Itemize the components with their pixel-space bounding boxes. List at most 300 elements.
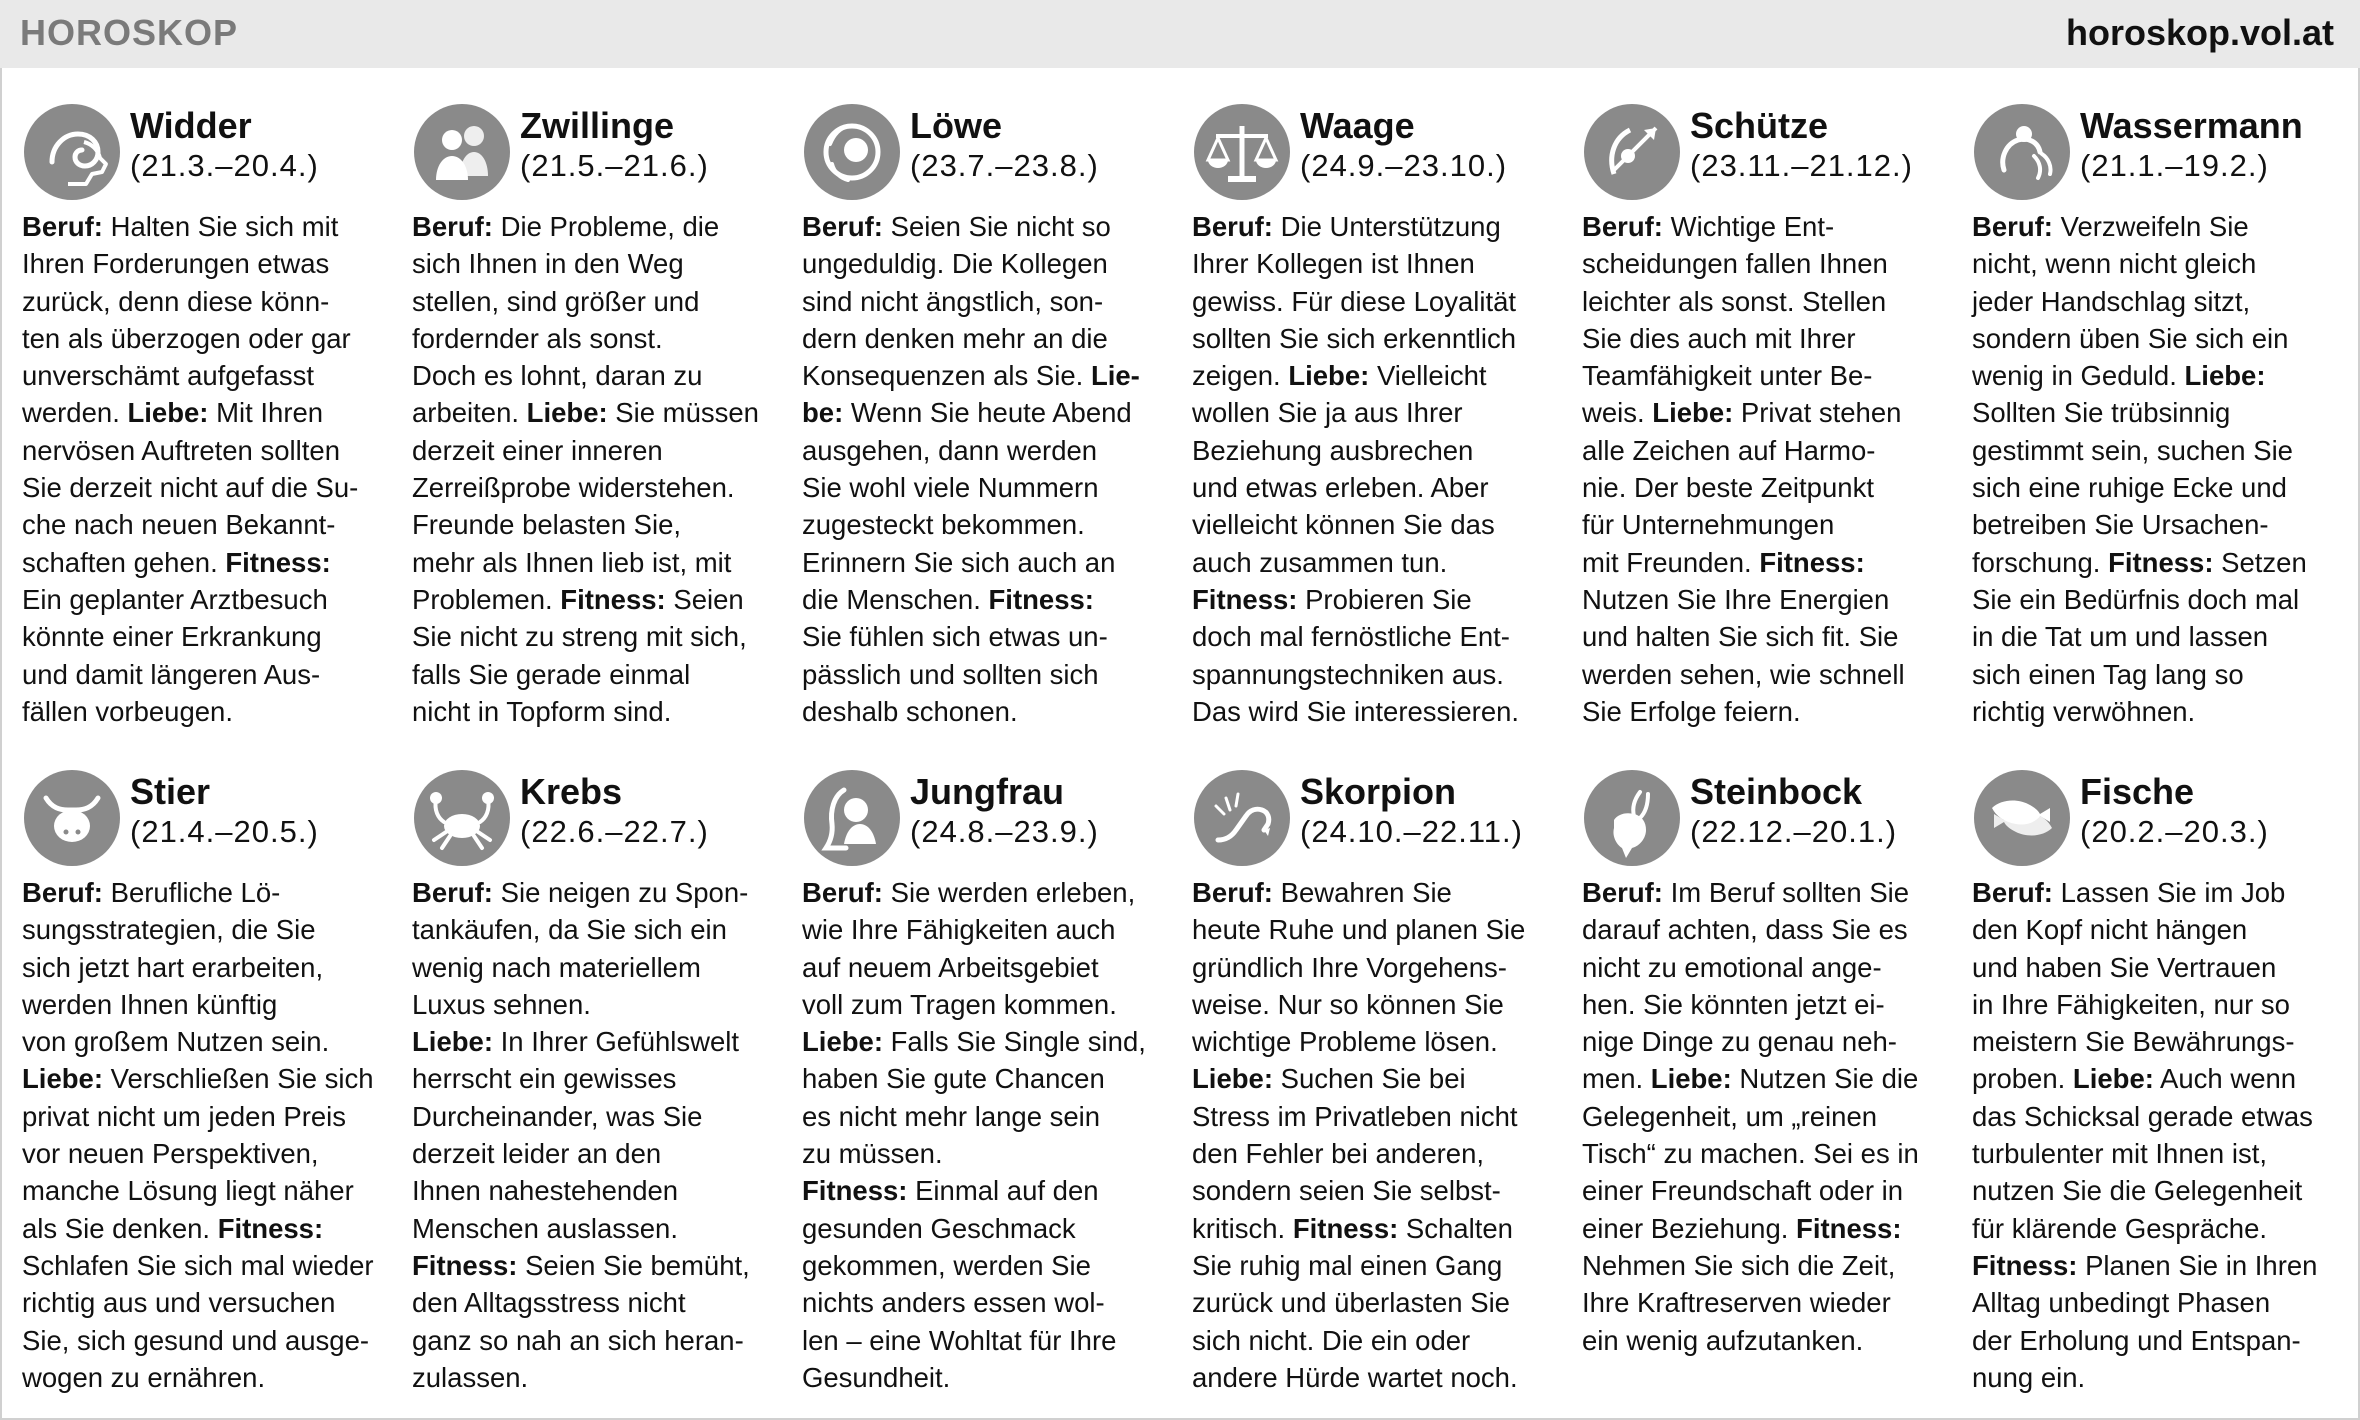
archer-icon	[1584, 104, 1680, 200]
text-line	[1192, 1284, 1558, 1321]
text-line	[1192, 1135, 1558, 1172]
horoscope-text	[412, 208, 778, 730]
sign-dates: (21.3.–20.4.)	[130, 148, 319, 183]
text-line	[1972, 320, 2338, 357]
twins-icon	[414, 104, 510, 200]
text-line	[1582, 911, 1948, 948]
text-line	[1582, 1210, 1948, 1247]
text-run: gekommen, werden Sie	[802, 1249, 1091, 1281]
text-run: einer Freundschaft oder in	[1582, 1175, 1904, 1207]
text-line	[412, 357, 778, 394]
text-run: Ihnen nahestehenden	[412, 1175, 679, 1207]
text-line	[802, 1135, 1168, 1172]
text-run: in Ihre Fähigkeiten, nur so	[1972, 988, 2290, 1020]
text-run: len – eine Wohltat für Ihre	[802, 1324, 1117, 1356]
text-line	[22, 208, 388, 245]
text-line	[22, 911, 388, 948]
text-line	[1582, 506, 1948, 543]
text-line	[802, 1098, 1168, 1135]
text-line	[412, 1172, 778, 1209]
text-run: wollen Sie ja aus Ihrer	[1192, 397, 1463, 429]
text-run: Doch es lohnt, daran zu	[412, 360, 703, 392]
text-line	[1972, 394, 2338, 431]
section-label: Fitness:	[988, 583, 1094, 615]
text-run: Mit Ihren	[208, 397, 324, 429]
text-run: scheidungen fallen Ihnen	[1582, 248, 1888, 280]
text-line	[802, 986, 1168, 1023]
text-line	[1972, 1172, 2338, 1209]
section-label: Fitness:	[412, 1249, 518, 1281]
text-run: werden Ihnen künftig	[22, 988, 278, 1020]
text-run: sich jetzt hart erarbeiten,	[22, 951, 324, 983]
text-line	[412, 1359, 778, 1396]
text-run: nervösen Auftreten sollten	[22, 434, 340, 466]
section-label: Liebe:	[2072, 1063, 2154, 1095]
text-line	[1192, 208, 1558, 245]
section-label: Liebe:	[22, 1063, 103, 1095]
text-run: Probieren Sie	[1297, 583, 1472, 615]
section-label: Lie-	[1090, 360, 1140, 392]
text-line	[1582, 1023, 1948, 1060]
sign-name: Wassermann	[2080, 105, 2303, 146]
text-line	[802, 581, 1168, 618]
water-bearer-icon	[1974, 104, 2070, 200]
sign-name: Zwillinge	[520, 105, 675, 146]
text-line	[1972, 1322, 2338, 1359]
text-run: gestimmt sein, suchen Sie	[1972, 434, 2293, 466]
text-run: ein wenig aufzutanken.	[1582, 1324, 1864, 1356]
text-run: nicht in Topform sind.	[412, 695, 672, 727]
text-run: Ihren Forderungen etwas	[22, 248, 330, 280]
text-run: sich eine ruhige Ecke und	[1972, 472, 2287, 504]
section-label: Beruf:	[802, 877, 883, 908]
text-run: den Alltagsstress nicht	[412, 1287, 686, 1319]
text-run: dern denken mehr an die	[802, 322, 1108, 354]
text-run: meistern Sie Bewährungs-	[1972, 1026, 2295, 1058]
text-run: Zerreißprobe widerstehen.	[412, 472, 735, 504]
fish-icon	[1974, 770, 2070, 866]
text-line	[1192, 283, 1558, 320]
text-line	[412, 1023, 778, 1060]
text-run: arbeiten.	[412, 397, 527, 429]
text-line	[1582, 283, 1948, 320]
text-line	[1192, 432, 1558, 469]
text-run: Nehmen Sie sich die Zeit,	[1582, 1249, 1896, 1281]
text-line	[802, 320, 1168, 357]
text-line	[802, 874, 1168, 911]
horoscope-text	[802, 208, 1168, 730]
text-run: Halten Sie sich mit	[102, 211, 339, 242]
text-run: Sie derzeit nicht auf die Su-	[22, 472, 359, 504]
text-run: Problemen.	[412, 583, 561, 615]
text-run: gesunden Geschmack	[802, 1212, 1076, 1244]
text-line	[22, 618, 388, 655]
text-run: Die Unterstützung	[1272, 211, 1501, 242]
text-line	[802, 208, 1168, 245]
text-line	[22, 1098, 388, 1135]
text-run: Die Probleme, die	[492, 211, 720, 242]
text-line	[22, 693, 388, 730]
text-run: spannungstechniken aus.	[1192, 658, 1504, 690]
text-line	[1192, 1023, 1558, 1060]
left-border	[0, 68, 2, 1420]
text-run: Sie nicht zu streng mit sich,	[412, 621, 747, 653]
text-line	[412, 1135, 778, 1172]
section-label: be:	[802, 397, 844, 429]
text-run: richtig verwöhnen.	[1972, 695, 2196, 727]
text-run: Sie ein Bedürfnis doch mal	[1972, 583, 2300, 615]
sign-dates: (21.4.–20.5.)	[130, 814, 319, 849]
section-label: Beruf:	[1582, 211, 1663, 242]
text-line	[22, 874, 388, 911]
sign-dates: (20.2.–20.3.)	[2080, 814, 2269, 849]
text-run: sungsstrategien, die Sie	[22, 914, 316, 946]
page-title: HOROSKOP	[20, 12, 239, 53]
text-line	[1192, 357, 1558, 394]
text-line	[22, 432, 388, 469]
text-line	[1972, 544, 2338, 581]
sign-dates: (24.9.–23.10.)	[1300, 148, 1508, 183]
site-url: horoskop.vol.at	[2065, 12, 2334, 53]
text-line	[1972, 1247, 2338, 1284]
text-run: Das wird Sie interessieren.	[1192, 695, 1520, 727]
text-line	[412, 1098, 778, 1135]
section-label: Beruf:	[412, 877, 493, 908]
text-run: sollten Sie sich erkenntlich	[1192, 322, 1517, 354]
text-run: betreiben Sie Ursachen-	[1972, 509, 2269, 541]
text-line	[412, 1210, 778, 1247]
text-run: doch mal fernöstliche Ent-	[1192, 621, 1510, 653]
bull-icon	[24, 770, 120, 866]
text-line	[412, 208, 778, 245]
text-line	[412, 949, 778, 986]
text-line	[1972, 357, 2338, 394]
section-label: Liebe:	[1192, 1063, 1273, 1095]
text-line	[1582, 320, 1948, 357]
text-line	[1582, 581, 1948, 618]
text-line	[1972, 911, 2338, 948]
text-run: Seien	[665, 583, 744, 615]
text-line	[22, 1210, 388, 1247]
text-line	[1582, 469, 1948, 506]
sign-name: Steinbock	[1690, 771, 1863, 812]
text-run: nicht, wenn nicht gleich	[1972, 248, 2257, 280]
text-line	[412, 245, 778, 282]
text-run: pässlich und sollten sich	[802, 658, 1099, 690]
text-line	[1192, 1060, 1558, 1097]
text-run: ganz so nah an sich heran-	[412, 1324, 744, 1356]
text-run: Auch wenn	[2153, 1063, 2297, 1095]
text-line	[412, 1284, 778, 1321]
text-run: voll zum Tragen kommen.	[802, 988, 1117, 1020]
section-label: Fitness:	[2108, 546, 2214, 578]
horoscope-text	[1582, 208, 1948, 730]
text-run: vielleicht können Sie das	[1192, 509, 1495, 541]
text-line	[22, 1135, 388, 1172]
text-line	[412, 656, 778, 693]
text-run: könnte einer Erkrankung	[22, 621, 322, 653]
section-label: Fitness:	[225, 546, 331, 578]
text-run: den Kopf nicht hängen	[1972, 914, 2248, 946]
text-run: Im Beruf sollten Sie	[1662, 877, 1910, 908]
sign-dates: (23.7.–23.8.)	[910, 148, 1099, 183]
sign-dates: (24.8.–23.9.)	[910, 814, 1099, 849]
text-line	[1582, 432, 1948, 469]
text-run: nie. Der beste Zeitpunkt	[1582, 472, 1874, 504]
text-run: Berufliche Lö-	[102, 877, 281, 908]
text-run: Ein geplanter Arztbesuch	[22, 583, 328, 615]
text-line	[412, 911, 778, 948]
text-run: deshalb schonen.	[802, 695, 1018, 727]
text-run: zeigen.	[1192, 360, 1289, 392]
text-run: sondern seien Sie selbst-	[1192, 1175, 1501, 1207]
text-run: zurück, denn diese könn-	[22, 285, 330, 317]
text-line	[1582, 1135, 1948, 1172]
text-run: einer Beziehung.	[1582, 1212, 1797, 1244]
text-run: wie Ihre Fähigkeiten auch	[802, 914, 1116, 946]
text-line	[412, 986, 778, 1023]
section-label: Beruf:	[22, 877, 103, 908]
text-line	[1582, 874, 1948, 911]
text-run: ungeduldig. Die Kollegen	[802, 248, 1108, 280]
text-line	[1192, 581, 1558, 618]
text-run: wogen zu ernähren.	[22, 1361, 266, 1393]
text-run: falls Sie gerade einmal	[412, 658, 691, 690]
text-run: leichter als sonst. Stellen	[1582, 285, 1887, 317]
text-run: Vielleicht	[1369, 360, 1487, 392]
text-line	[22, 245, 388, 282]
text-line	[1192, 1247, 1558, 1284]
text-run: alle Zeichen auf Harmo-	[1582, 434, 1876, 466]
horoscope-text	[1582, 874, 1948, 1359]
text-run: zurück und überlasten Sie	[1192, 1287, 1510, 1319]
text-line	[1972, 245, 2338, 282]
text-run: Durcheinander, was Sie	[412, 1100, 703, 1132]
horoscope-text	[1192, 874, 1558, 1396]
text-line	[1972, 656, 2338, 693]
text-run: Menschen auslassen.	[412, 1212, 678, 1244]
text-line	[1192, 245, 1558, 282]
text-run: auch zusammen tun.	[1192, 546, 1448, 578]
header-bar	[0, 0, 2360, 68]
virgin-icon	[804, 770, 900, 866]
text-line	[22, 986, 388, 1023]
text-line	[22, 357, 388, 394]
text-line	[802, 693, 1168, 730]
text-line	[22, 1023, 388, 1060]
text-line	[22, 1060, 388, 1097]
text-run: herrscht ein gewisses	[412, 1063, 677, 1095]
text-line	[1192, 506, 1558, 543]
text-line	[1972, 949, 2338, 986]
text-line	[412, 432, 778, 469]
text-line	[22, 581, 388, 618]
text-run: vor neuen Perspektiven,	[22, 1138, 319, 1170]
text-run: kritisch.	[1192, 1212, 1293, 1244]
section-label: Beruf:	[412, 211, 493, 242]
text-line	[412, 1060, 778, 1097]
sign-dates: (24.10.–22.11.)	[1300, 814, 1523, 849]
text-run: Bewahren Sie	[1272, 877, 1452, 908]
sign-name: Schütze	[1690, 105, 1829, 146]
sign-name: Widder	[130, 105, 252, 146]
text-run: Sie fühlen sich etwas un-	[802, 621, 1108, 653]
text-line	[802, 506, 1168, 543]
text-run: Sie dies auch mit Ihrer	[1582, 322, 1856, 354]
text-line	[1582, 1060, 1948, 1097]
text-run: Wenn Sie heute Abend	[843, 397, 1132, 429]
text-line	[1972, 581, 2338, 618]
text-line	[1972, 1284, 2338, 1321]
text-line	[1582, 986, 1948, 1023]
text-line	[1192, 1210, 1558, 1247]
text-run: Privat stehen	[1733, 397, 1902, 429]
text-line	[1972, 469, 2338, 506]
sign-dates: (22.6.–22.7.)	[520, 814, 709, 849]
text-run: In Ihrer Gefühlswelt	[492, 1026, 740, 1058]
text-run: Schlafen Sie sich mal wieder	[22, 1249, 374, 1281]
text-line	[412, 394, 778, 431]
text-run: gewiss. Für diese Loyalität	[1192, 285, 1517, 317]
section-label: Liebe:	[412, 1026, 493, 1058]
text-run: ausgehen, dann werden	[802, 434, 1098, 466]
text-line	[802, 1284, 1168, 1321]
section-label: Liebe:	[1650, 1063, 1732, 1095]
text-line	[1972, 1023, 2338, 1060]
text-line	[802, 1023, 1168, 1060]
text-run: Lassen Sie im Job	[2052, 877, 2286, 908]
text-line	[22, 949, 388, 986]
section-label: Beruf:	[802, 211, 883, 242]
text-line	[1972, 874, 2338, 911]
text-line	[1972, 208, 2338, 245]
section-label: Fitness:	[560, 583, 666, 615]
section-label: Beruf:	[1972, 211, 2053, 242]
text-run: Nutzen Sie die	[1731, 1063, 1919, 1095]
text-run: von großem Nutzen sein.	[22, 1026, 330, 1058]
sign-name: Fische	[2080, 771, 2195, 812]
text-line	[1582, 544, 1948, 581]
text-run: und halten Sie sich fit. Sie	[1582, 621, 1899, 653]
text-line	[1972, 432, 2338, 469]
text-line	[1192, 1359, 1558, 1396]
text-run: Gelegenheit, um „reinen	[1582, 1100, 1878, 1132]
section-label: Liebe:	[2184, 360, 2266, 392]
text-line	[1972, 506, 2338, 543]
text-line	[1972, 1359, 2338, 1396]
section-label: Fitness:	[1796, 1212, 1902, 1244]
text-line	[22, 544, 388, 581]
text-line	[1582, 1172, 1948, 1209]
text-line	[1192, 874, 1558, 911]
text-line	[22, 1284, 388, 1321]
text-line	[1972, 693, 2338, 730]
text-line	[1582, 1322, 1948, 1359]
text-run: fällen vorbeugen.	[22, 695, 233, 727]
text-line	[802, 1247, 1168, 1284]
text-run: Erinnern Sie sich auch an	[802, 546, 1116, 578]
text-run: wenig in Geduld.	[1972, 360, 2185, 392]
horoscope-text	[412, 874, 778, 1396]
text-line	[802, 544, 1168, 581]
text-run: Sie werden erleben,	[882, 877, 1136, 908]
text-run: weis.	[1582, 397, 1653, 429]
text-run: das Schicksal gerade etwas	[1972, 1100, 2313, 1132]
section-label: Fitness:	[802, 1175, 908, 1207]
scorpion-icon	[1194, 770, 1290, 866]
text-line	[802, 394, 1168, 431]
section-label: Beruf:	[1582, 877, 1663, 908]
section-label: Liebe:	[127, 397, 209, 429]
text-run: sich nicht. Die ein oder	[1192, 1324, 1471, 1356]
text-line	[22, 656, 388, 693]
text-run: den Fehler bei anderen,	[1192, 1138, 1485, 1170]
text-line	[1582, 1247, 1948, 1284]
sign-name: Skorpion	[1300, 771, 1457, 812]
text-line	[1192, 544, 1558, 581]
text-line	[1582, 656, 1948, 693]
text-run: sondern üben Sie sich ein	[1972, 322, 2289, 354]
text-line	[22, 394, 388, 431]
text-line	[802, 1172, 1168, 1209]
text-line	[802, 283, 1168, 320]
text-run: Verzweifeln Sie	[2052, 211, 2249, 242]
section-label: Fitness:	[217, 1212, 324, 1244]
text-run: tankäufen, da Sie sich ein	[412, 914, 727, 946]
text-run: Verschließen Sie sich	[102, 1063, 374, 1095]
sign-dates: (21.1.–19.2.)	[2080, 148, 2269, 183]
text-run: Einmal auf den	[907, 1175, 1099, 1207]
text-line	[1192, 911, 1558, 948]
text-line	[1192, 1322, 1558, 1359]
text-run: der Erholung und Entspan-	[1972, 1324, 2301, 1356]
text-line	[1582, 693, 1948, 730]
text-line	[1192, 394, 1558, 431]
text-run: men.	[1582, 1063, 1651, 1095]
section-label: Liebe:	[1288, 360, 1370, 392]
text-run: nige Dinge zu genau neh-	[1582, 1026, 1897, 1058]
text-run: Setzen	[2213, 546, 2307, 578]
text-run: auf neuem Arbeitsgebiet	[802, 951, 1099, 983]
text-line	[802, 656, 1168, 693]
text-run: Stress im Privatleben nicht	[1192, 1100, 1518, 1132]
text-line	[1582, 357, 1948, 394]
text-line	[412, 1247, 778, 1284]
text-run: Suchen Sie bei	[1272, 1063, 1466, 1095]
text-line	[1192, 656, 1558, 693]
ram-icon	[24, 104, 120, 200]
text-line	[1192, 986, 1558, 1023]
text-line	[1582, 394, 1948, 431]
text-run: hen. Sie könnten jetzt ei-	[1582, 988, 1885, 1020]
text-line	[1192, 693, 1558, 730]
text-run: Ihre Kraftreserven wieder	[1582, 1287, 1891, 1319]
text-run: Planen Sie in Ihren	[2077, 1249, 2318, 1281]
text-line	[802, 1322, 1168, 1359]
text-run: zulassen.	[412, 1361, 529, 1393]
text-run: proben.	[1972, 1063, 2073, 1095]
sign-name: Waage	[1300, 105, 1415, 146]
text-line	[412, 283, 778, 320]
text-line	[802, 357, 1168, 394]
text-line	[802, 618, 1168, 655]
text-line	[1972, 1060, 2338, 1097]
text-run: schaften gehen.	[22, 546, 226, 578]
text-run: für Unternehmungen	[1582, 509, 1835, 541]
text-run: gründlich Ihre Vorgehens-	[1192, 951, 1507, 983]
section-label: Liebe:	[802, 1026, 883, 1058]
text-run: che nach neuen Bekannt-	[22, 509, 336, 541]
